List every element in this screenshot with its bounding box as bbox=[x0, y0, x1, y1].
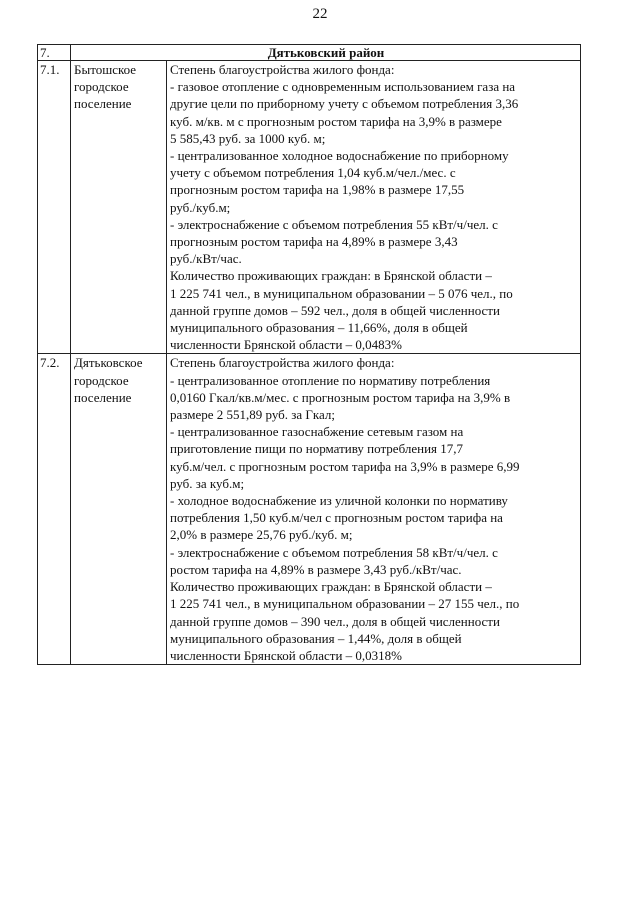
description-line: Количество проживающих граждан: в Брянской области – bbox=[170, 579, 492, 595]
description-line: Степень благоустройства жилого фонда: bbox=[170, 62, 395, 77]
description-line: размере 2 551,89 руб. за Гкал; bbox=[170, 407, 336, 423]
description-line: 1 225 741 чел., в муниципальном образовании – 27 155 чел., по bbox=[170, 596, 520, 612]
settlement-line: Бытошское bbox=[74, 62, 137, 77]
description-line: ростом тарифа на 4,89% в размере 3,43 руб./кВт/час. bbox=[170, 561, 462, 577]
description-line: муниципального образования – 1,44%, доля в общей bbox=[170, 630, 462, 646]
description-line: - централизованное холодное водоснабжение по приборному bbox=[170, 148, 509, 164]
description-line: руб./кВт/час. bbox=[170, 251, 242, 267]
district-table bbox=[37, 44, 581, 665]
table-rows bbox=[38, 61, 581, 665]
settlement-name bbox=[71, 61, 167, 354]
settlement-line: поселение bbox=[74, 96, 132, 112]
description-line: куб. м/кв. м с прогнозным ростом тарифа на 3,9% в размере bbox=[170, 113, 502, 129]
description bbox=[167, 354, 581, 665]
description-line: приготовление пищи по нормативу потребления 17,7 bbox=[170, 441, 464, 457]
description-line: потребления 1,50 куб.м/чел с прогнозным ростом тарифа на bbox=[170, 510, 503, 526]
description-line: руб./куб.м; bbox=[170, 199, 231, 215]
description-line: - централизованное газоснабжение сетевым газом на bbox=[170, 424, 464, 440]
settlement-line: городское bbox=[74, 372, 129, 388]
description-line: учету с объемом потребления 1,04 куб.м/чел./мес. с bbox=[170, 165, 456, 181]
settlement-name bbox=[71, 354, 167, 665]
description-line: Степень благоустройства жилого фонда: bbox=[170, 355, 395, 371]
description-line: 5 585,43 руб. за 1000 куб. м; bbox=[170, 130, 326, 146]
settlement-line: Дятьковское bbox=[74, 355, 143, 371]
description-line: прогнозным ростом тарифа на 1,98% в размере 17,55 bbox=[170, 182, 465, 198]
description-line: другие цели по приборному учету с объемом потребления 3,36 bbox=[170, 96, 519, 112]
row-number: 7.1. bbox=[38, 61, 71, 354]
description-line: - централизованное отопление по нормативу потребления bbox=[170, 372, 491, 388]
description-line: - электроснабжение с объемом потребления 58 кВт/ч/чел. с bbox=[170, 544, 498, 560]
description-line: данной группе домов – 592 чел., доля в общей численности bbox=[170, 302, 500, 318]
description-line: руб. за куб.м; bbox=[170, 475, 245, 491]
row-number: 7.2. bbox=[38, 354, 71, 665]
description-line: - холодное водоснабжение из уличной колонки по нормативу bbox=[170, 493, 508, 509]
description-line: куб.м/чел. с прогнозным ростом тарифа на 3,9% в размере 6,99 bbox=[170, 458, 520, 474]
description-line: 0,0160 Гкал/кв.м/мес. с прогнозным ростом тарифа на 3,9% в bbox=[170, 389, 511, 405]
section-header-row bbox=[38, 45, 581, 61]
description-line: муниципального образования – 11,66%, доля в общей bbox=[170, 320, 468, 336]
description-line: данной группе домов – 390 чел., доля в общей численности bbox=[170, 613, 500, 629]
settlement-line: городское bbox=[74, 79, 129, 95]
page-number: 22 bbox=[312, 6, 328, 22]
description-line: Количество проживающих граждан: в Брянской области – bbox=[170, 268, 492, 284]
settlement-line: поселение bbox=[74, 389, 132, 405]
section-number: 7. bbox=[38, 45, 71, 61]
description bbox=[167, 61, 581, 354]
description-line: численности Брянской области – 0,0318% bbox=[170, 647, 402, 663]
table-row bbox=[38, 354, 581, 665]
description-line: 1 225 741 чел., в муниципальном образовании – 5 076 чел., по bbox=[170, 285, 513, 301]
description-line: - газовое отопление с одновременным использованием газа на bbox=[170, 79, 516, 95]
description-line: прогнозным ростом тарифа на 4,89% в размере 3,43 bbox=[170, 234, 458, 250]
description-line: - электроснабжение с объемом потребления 55 кВт/ч/чел. с bbox=[170, 216, 498, 232]
section-title: Дятьковский район bbox=[71, 45, 581, 61]
table-row bbox=[38, 61, 581, 354]
description-line: 2,0% в размере 25,76 руб./куб. м; bbox=[170, 527, 353, 543]
description-line: численности Брянской области – 0,0483% bbox=[170, 337, 402, 353]
